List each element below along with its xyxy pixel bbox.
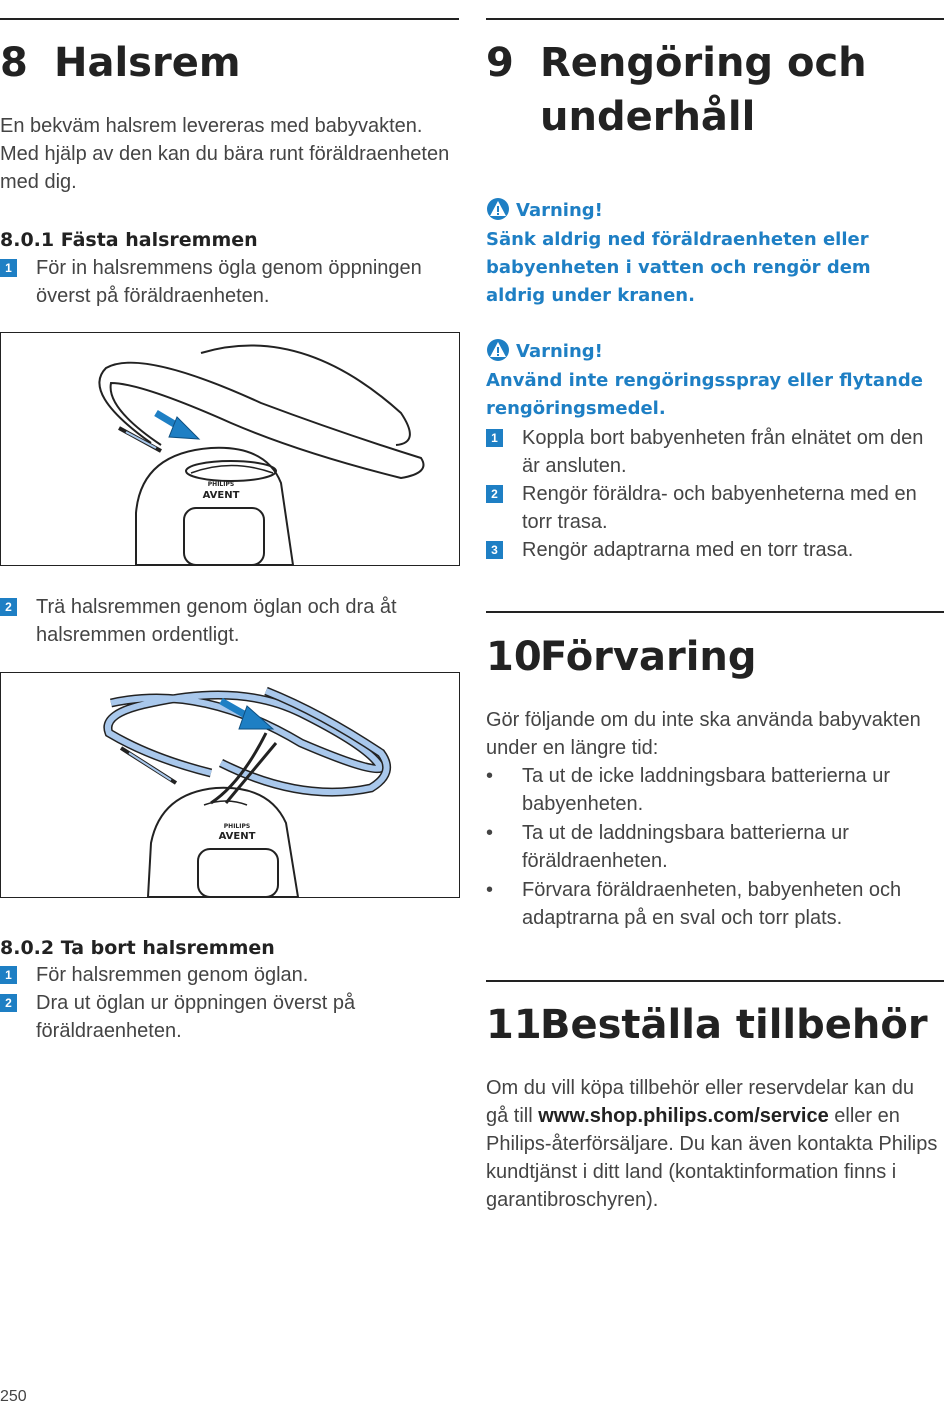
storage-bullet-3: • Förvara föräldraenheten, babyenheten och adaptrarna på en sval och torr plats. bbox=[486, 879, 902, 929]
step-text: Dra ut öglan ur öppningen överst på föräldraenheten. bbox=[36, 992, 356, 1042]
warning-icon bbox=[486, 338, 510, 362]
warning-2-title: Varning! bbox=[486, 338, 603, 366]
device-brand-philips: PHILIPS bbox=[207, 481, 235, 488]
shop-link[interactable]: www.shop.philips.com/service bbox=[538, 1105, 829, 1127]
storage-bullet-2: • Ta ut de laddningsbara batterierna ur föräldraenheten. bbox=[486, 822, 849, 872]
section-9-title-line1: Rengöring och bbox=[540, 40, 867, 86]
section-10-heading bbox=[486, 630, 757, 684]
figure-tighten-strap bbox=[0, 672, 460, 898]
step-number-badge: 2 bbox=[0, 598, 17, 616]
bullet-text: Ta ut de laddningsbara batterierna ur föräldraenheten. bbox=[522, 822, 849, 872]
step-8-0-1-1 bbox=[0, 254, 456, 310]
section-10-intro: Gör följande om du inte ska använda babyvakten under en längre tid: bbox=[486, 709, 921, 759]
section-10-title: Förvaring bbox=[540, 634, 757, 680]
step-number-badge: 1 bbox=[0, 966, 17, 984]
step-number-badge: 1 bbox=[486, 429, 503, 447]
section-8-title: Halsrem bbox=[54, 40, 241, 86]
step-number-badge: 1 bbox=[0, 259, 17, 277]
section-11-number: 11 bbox=[486, 1002, 542, 1048]
subsection-8-0-2-heading: 8.0.2 Ta bort halsremmen bbox=[0, 937, 275, 959]
step-text: Rengör adaptrarna med en torr trasa. bbox=[522, 539, 854, 561]
section-11-text: Om du vill köpa tillbehör eller reservdelar kan du gå till www.shop.philips.com/service eller en Philips-återförsäljare. Du kan även kontakta Philips kundtjänst i ditt land (kontaktinformation finns i garantibroschyren). bbox=[486, 1077, 938, 1211]
section-8-intro: En bekväm halsrem levereras med babyvakten. Med hjälp av den kan du bära runt föräldraenheten med dig. bbox=[0, 115, 450, 193]
section-9-heading bbox=[486, 36, 944, 144]
right-top-rule bbox=[486, 18, 944, 20]
section-10-rule bbox=[486, 611, 944, 613]
section-11-rule bbox=[486, 980, 944, 982]
step-number-badge: 3 bbox=[486, 541, 503, 559]
step-9-3 bbox=[486, 536, 944, 564]
section-11-title: Beställa tillbehör bbox=[540, 1002, 928, 1048]
left-top-rule bbox=[0, 18, 459, 20]
device-brand-avent: AVENT bbox=[218, 831, 256, 842]
step-8-0-1-2 bbox=[0, 593, 456, 649]
attach-strap-illustration bbox=[1, 333, 459, 565]
step-9-2 bbox=[486, 480, 944, 536]
section-9-number: 9 bbox=[486, 40, 514, 86]
figure-attach-strap bbox=[0, 332, 460, 566]
page-number: 250 bbox=[0, 1388, 27, 1405]
step-text: Koppla bort babyenheten från elnätet om den är ansluten. bbox=[522, 427, 924, 477]
section-9-title-line2: underhåll bbox=[540, 94, 756, 140]
step-text: För in halsremmens ögla genom öppningen överst på föräldraenheten. bbox=[36, 257, 422, 307]
device-brand-philips: PHILIPS bbox=[223, 823, 251, 830]
warning-2-text: Använd inte rengöringsspray eller flytande rengöringsmedel. bbox=[486, 370, 923, 419]
step-number-badge: 2 bbox=[0, 994, 17, 1012]
warning-1-title: Varning! bbox=[486, 197, 603, 225]
section-10-number: 10 bbox=[486, 634, 542, 680]
step-number-badge: 2 bbox=[486, 485, 503, 503]
step-8-0-2-2 bbox=[0, 989, 456, 1045]
warning-icon bbox=[486, 197, 510, 221]
warning-1-text: Sänk aldrig ned föräldraenheten eller babyenheten i vatten och rengör dem aldrig under kranen. bbox=[486, 229, 871, 306]
bullet-text: Förvara föräldraenheten, babyenheten och adaptrarna på en sval och torr plats. bbox=[522, 879, 902, 929]
step-9-1 bbox=[486, 424, 944, 480]
step-text: Rengör föräldra- och babyenheterna med en torr trasa. bbox=[522, 483, 917, 533]
device-brand-avent: AVENT bbox=[202, 490, 240, 501]
step-8-0-2-1 bbox=[0, 961, 456, 989]
step-text: Trä halsremmen genom öglan och dra åt halsremmen ordentligt. bbox=[36, 596, 397, 646]
section-11-heading bbox=[486, 998, 928, 1052]
subsection-8-0-1-heading: 8.0.1 Fästa halsremmen bbox=[0, 229, 258, 251]
bullet-text: Ta ut de icke laddningsbara batterierna ur babyenheten. bbox=[522, 765, 891, 815]
section-8-number: 8 bbox=[0, 40, 28, 86]
section-8-heading bbox=[0, 36, 241, 90]
step-text: För halsremmen genom öglan. bbox=[36, 964, 309, 986]
storage-bullet-1: • Ta ut de icke laddningsbara batterierna ur babyenheten. bbox=[486, 765, 891, 815]
tighten-strap-illustration bbox=[1, 673, 459, 897]
